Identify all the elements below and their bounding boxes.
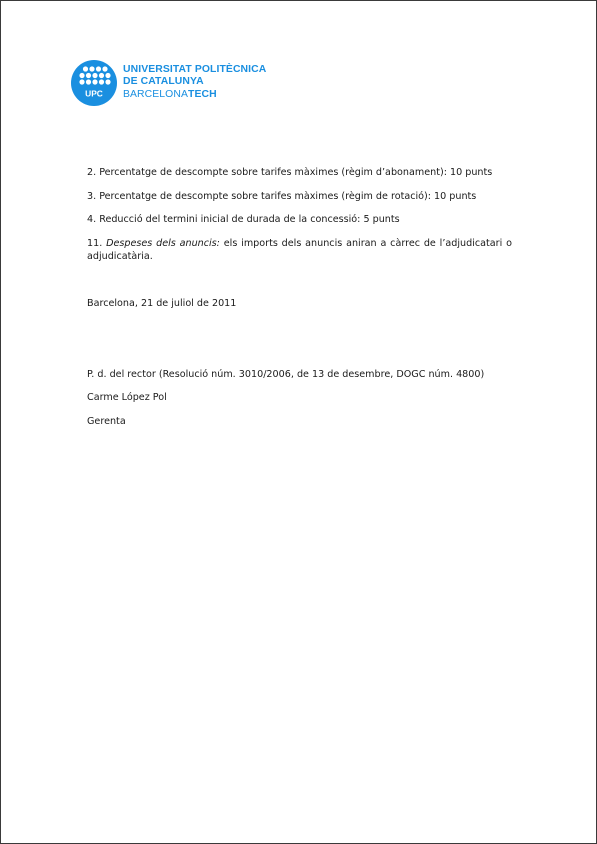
delegation-line: P. d. del rector (Resolució núm. 3010/2006, de 13 de desembre, DOGC núm. 4800) <box>87 369 485 380</box>
item-11-text: els imports dels anuncis aniran a càrrec de l’adjudicatari o adjudicatària. <box>87 238 512 262</box>
item-11-number: 11. <box>87 238 103 249</box>
upc-seal-text: UPC <box>85 88 103 99</box>
university-name-line1: UNIVERSITAT POLITÈCNICA <box>123 64 267 75</box>
signatory-role: Gerenta <box>87 416 126 427</box>
signatory-name: Carme López Pol <box>87 392 167 403</box>
item-11-title: Despeses dels anuncis: <box>106 238 220 249</box>
criterion-3: 3. Percentatge de descompte sobre tarifes màximes (règim de rotació): 10 punts <box>87 191 477 202</box>
university-name-line3 <box>123 89 323 101</box>
criterion-2: 2. Percentatge de descompte sobre tarifes màximes (règim d’abonament): 10 punts <box>87 167 493 178</box>
barcelona-label: BARCELONA <box>123 88 188 100</box>
university-name <box>123 64 323 101</box>
criterion-4: 4. Reducció del termini inicial de durada de la concessió: 5 punts <box>87 214 400 225</box>
upc-seal-icon <box>71 60 117 106</box>
university-name-line2: DE CATALUNYA <box>123 76 204 88</box>
item-11-paragraph <box>87 237 512 263</box>
place-date: Barcelona, 21 de juliol de 2011 <box>87 298 237 309</box>
tech-label: TECH <box>188 88 217 100</box>
